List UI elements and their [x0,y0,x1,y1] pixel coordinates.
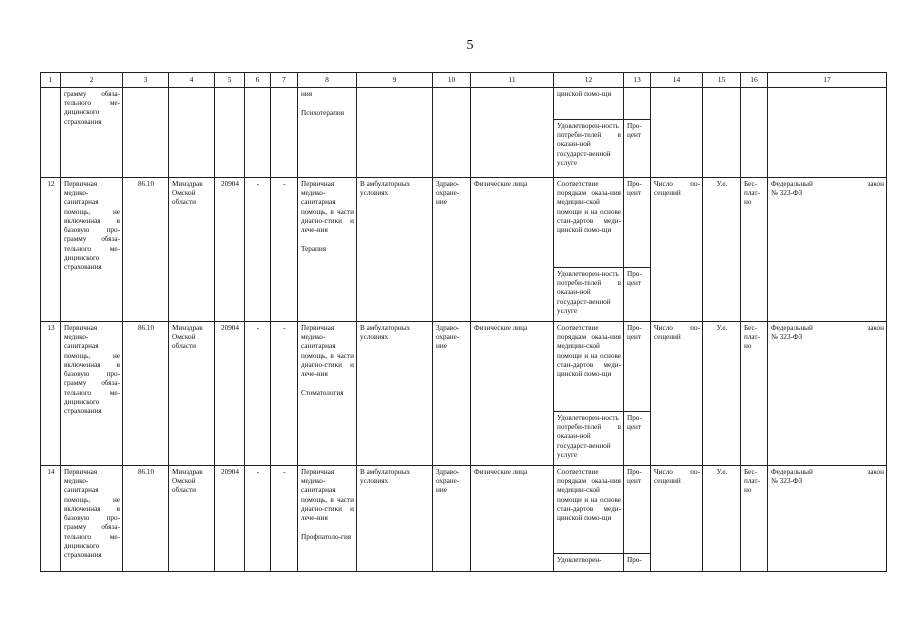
cell-content [298,88,357,178]
cell-num: 14 [41,466,61,572]
profile-text: Терапия [301,245,326,254]
header-cell: 5 [215,73,245,88]
cell-unit-1 [624,88,651,120]
cell-unit-1: Про-цент [624,466,651,554]
content-text: Первичная медико-санитарная помощь, в части диагно-стики и лече-ния [301,180,354,235]
cell-consumers: Физические лица [471,178,554,322]
cell-unit-1: Про-цент [624,178,651,268]
cell-num: 12 [41,178,61,322]
cell-service-name: грамму обяза-тельного ме-дицинского страхования [61,88,123,178]
cell-code: 86.10 [123,466,169,572]
header-cell: 4 [169,73,215,88]
content-text: Первичная медико-санитарная помощь, в части диагно-стики и лече-ния [301,324,354,379]
cell-code: 86.10 [123,322,169,466]
cell-num [41,88,61,178]
cell-indicator-2: Удовлетворен-ность потреби-телей в оказан-ной государст-венной услуге [554,120,624,178]
cell-c6 [245,88,271,178]
header-cell: 6 [245,73,271,88]
cell-volume: Число по-сещений [651,178,703,322]
cell-law [768,322,887,466]
cell-consumers [471,88,554,178]
cell-service-name: Первичная медико-санитарная помощь, не включенная в базовую про-грамму обяза-тельного ме-дицинского страхования [61,322,123,466]
cell-payment [741,88,768,178]
header-cell: 11 [471,73,554,88]
cell-conditions: В амбулаторных условиях [357,466,433,572]
cell-conditions [357,88,433,178]
header-cell: 1 [41,73,61,88]
cell-org: Минздрав Омской области [169,178,215,322]
cell-law [768,466,887,572]
cell-sector: Здраво-охране-ние [433,178,471,322]
profile-text: Стоматология [301,389,344,398]
content-text: Первичная медико-санитарная помощь, в части диагно-стики и лече-ния [301,468,354,523]
header-cell: 3 [123,73,169,88]
header-cell: 14 [651,73,703,88]
cell-volume: Число по-сещений [651,322,703,466]
cell-okved: 20904 [215,178,245,322]
cell-c7 [271,88,298,178]
law-number: № 323-ФЗ [771,477,803,486]
content-text: ния [301,90,312,98]
services-table [40,72,887,572]
cell-c6: - [245,322,271,466]
cell-sector: Здраво-охране-ние [433,466,471,572]
cell-sector: Здраво-охране-ние [433,322,471,466]
cell-indicator-1: Соответствие порядкам оказа-ния медицин-ской помощи и на основе стан-дартов меди-цинской помо-щи [554,322,624,412]
cell-org: Минздрав Омской области [169,466,215,572]
page-number: 5 [466,38,474,53]
cell-content [298,466,357,572]
header-row [41,73,887,88]
law-word-2: закон [867,324,884,332]
cell-unit-2: Про-цент [624,268,651,322]
cell-volume-unit: У.е. [703,178,741,322]
cell-unit-2: Про-цент [624,120,651,178]
cell-consumers: Физические лица [471,466,554,572]
cell-payment: Бес-плат-но [741,322,768,466]
cell-volume-unit: У.е. [703,322,741,466]
cell-consumers: Физические лица [471,322,554,466]
continuation-row [41,88,887,120]
cell-sector [433,88,471,178]
law-word-1: Федеральный [771,180,813,188]
cell-payment: Бес-плат-но [741,466,768,572]
cell-law [768,88,887,178]
cell-unit-1: Про-цент [624,322,651,412]
cell-org [169,88,215,178]
cell-indicator-1: цинской помо-щи [554,88,624,120]
cell-indicator-2: Удовлетворен-ность потреби-телей в оказан-ной государст-венной услуге [554,412,624,466]
law-word-1: Федеральный [771,468,813,476]
law-word-2: закон [867,180,884,188]
cell-volume-unit: У.е. [703,466,741,572]
cell-indicator-1: Соответствие порядкам оказа-ния медицин-ской помощи и на основе стан-дартов меди-цинской помо-щи [554,466,624,554]
cell-service-name: Первичная медико-санитарная помощь, не включенная в базовую про-грамму обяза-тельного ме-дицинского страхования [61,466,123,572]
profile-text: Профпатоло-гия [301,533,352,542]
cell-c6: - [245,466,271,572]
cell-okved: 20904 [215,466,245,572]
table-row [41,466,887,554]
cell-volume-unit [703,88,741,178]
table-row [41,322,887,412]
cell-unit-2: Про- [624,554,651,572]
cell-indicator-1: Соответствие порядкам оказа-ния медицин-ской помощи и на основе стан-дартов меди-цинской помо-щи [554,178,624,268]
cell-org: Минздрав Омской области [169,322,215,466]
law-number: № 323-ФЗ [771,189,803,198]
cell-c7: - [271,466,298,572]
cell-payment: Бес-плат-но [741,178,768,322]
header-cell: 15 [703,73,741,88]
header-cell: 8 [298,73,357,88]
cell-indicator-2: Удовлетворен-ность потреби-телей в оказан-ной государст-венной услуге [554,268,624,322]
cell-conditions: В амбулаторных условиях [357,322,433,466]
header-cell: 17 [768,73,887,88]
cell-c7: - [271,178,298,322]
cell-conditions: В амбулаторных условиях [357,178,433,322]
cell-c6: - [245,178,271,322]
header-cell: 13 [624,73,651,88]
cell-content [298,322,357,466]
law-word-1: Федеральный [771,324,813,332]
table-row [41,178,887,268]
header-cell: 10 [433,73,471,88]
cell-code: 86.10 [123,178,169,322]
cell-law [768,178,887,322]
cell-volume [651,88,703,178]
cell-okved [215,88,245,178]
law-word-2: закон [867,468,884,476]
cell-num: 13 [41,322,61,466]
header-cell: 12 [554,73,624,88]
cell-c7: - [271,322,298,466]
header-cell: 16 [741,73,768,88]
profile-text: Психотерапия [301,109,345,118]
cell-service-name: Первичная медико-санитарная помощь, не включенная в базовую про-грамму обяза-тельного ме-дицинского страхования [61,178,123,322]
cell-indicator-2: Удовлетворен- [554,554,624,572]
cell-volume: Число по-сещений [651,466,703,572]
header-cell: 9 [357,73,433,88]
header-cell: 2 [61,73,123,88]
header-cell: 7 [271,73,298,88]
cell-okved: 20904 [215,322,245,466]
cell-code [123,88,169,178]
law-number: № 323-ФЗ [771,333,803,342]
cell-unit-2: Про-цент [624,412,651,466]
cell-content [298,178,357,322]
